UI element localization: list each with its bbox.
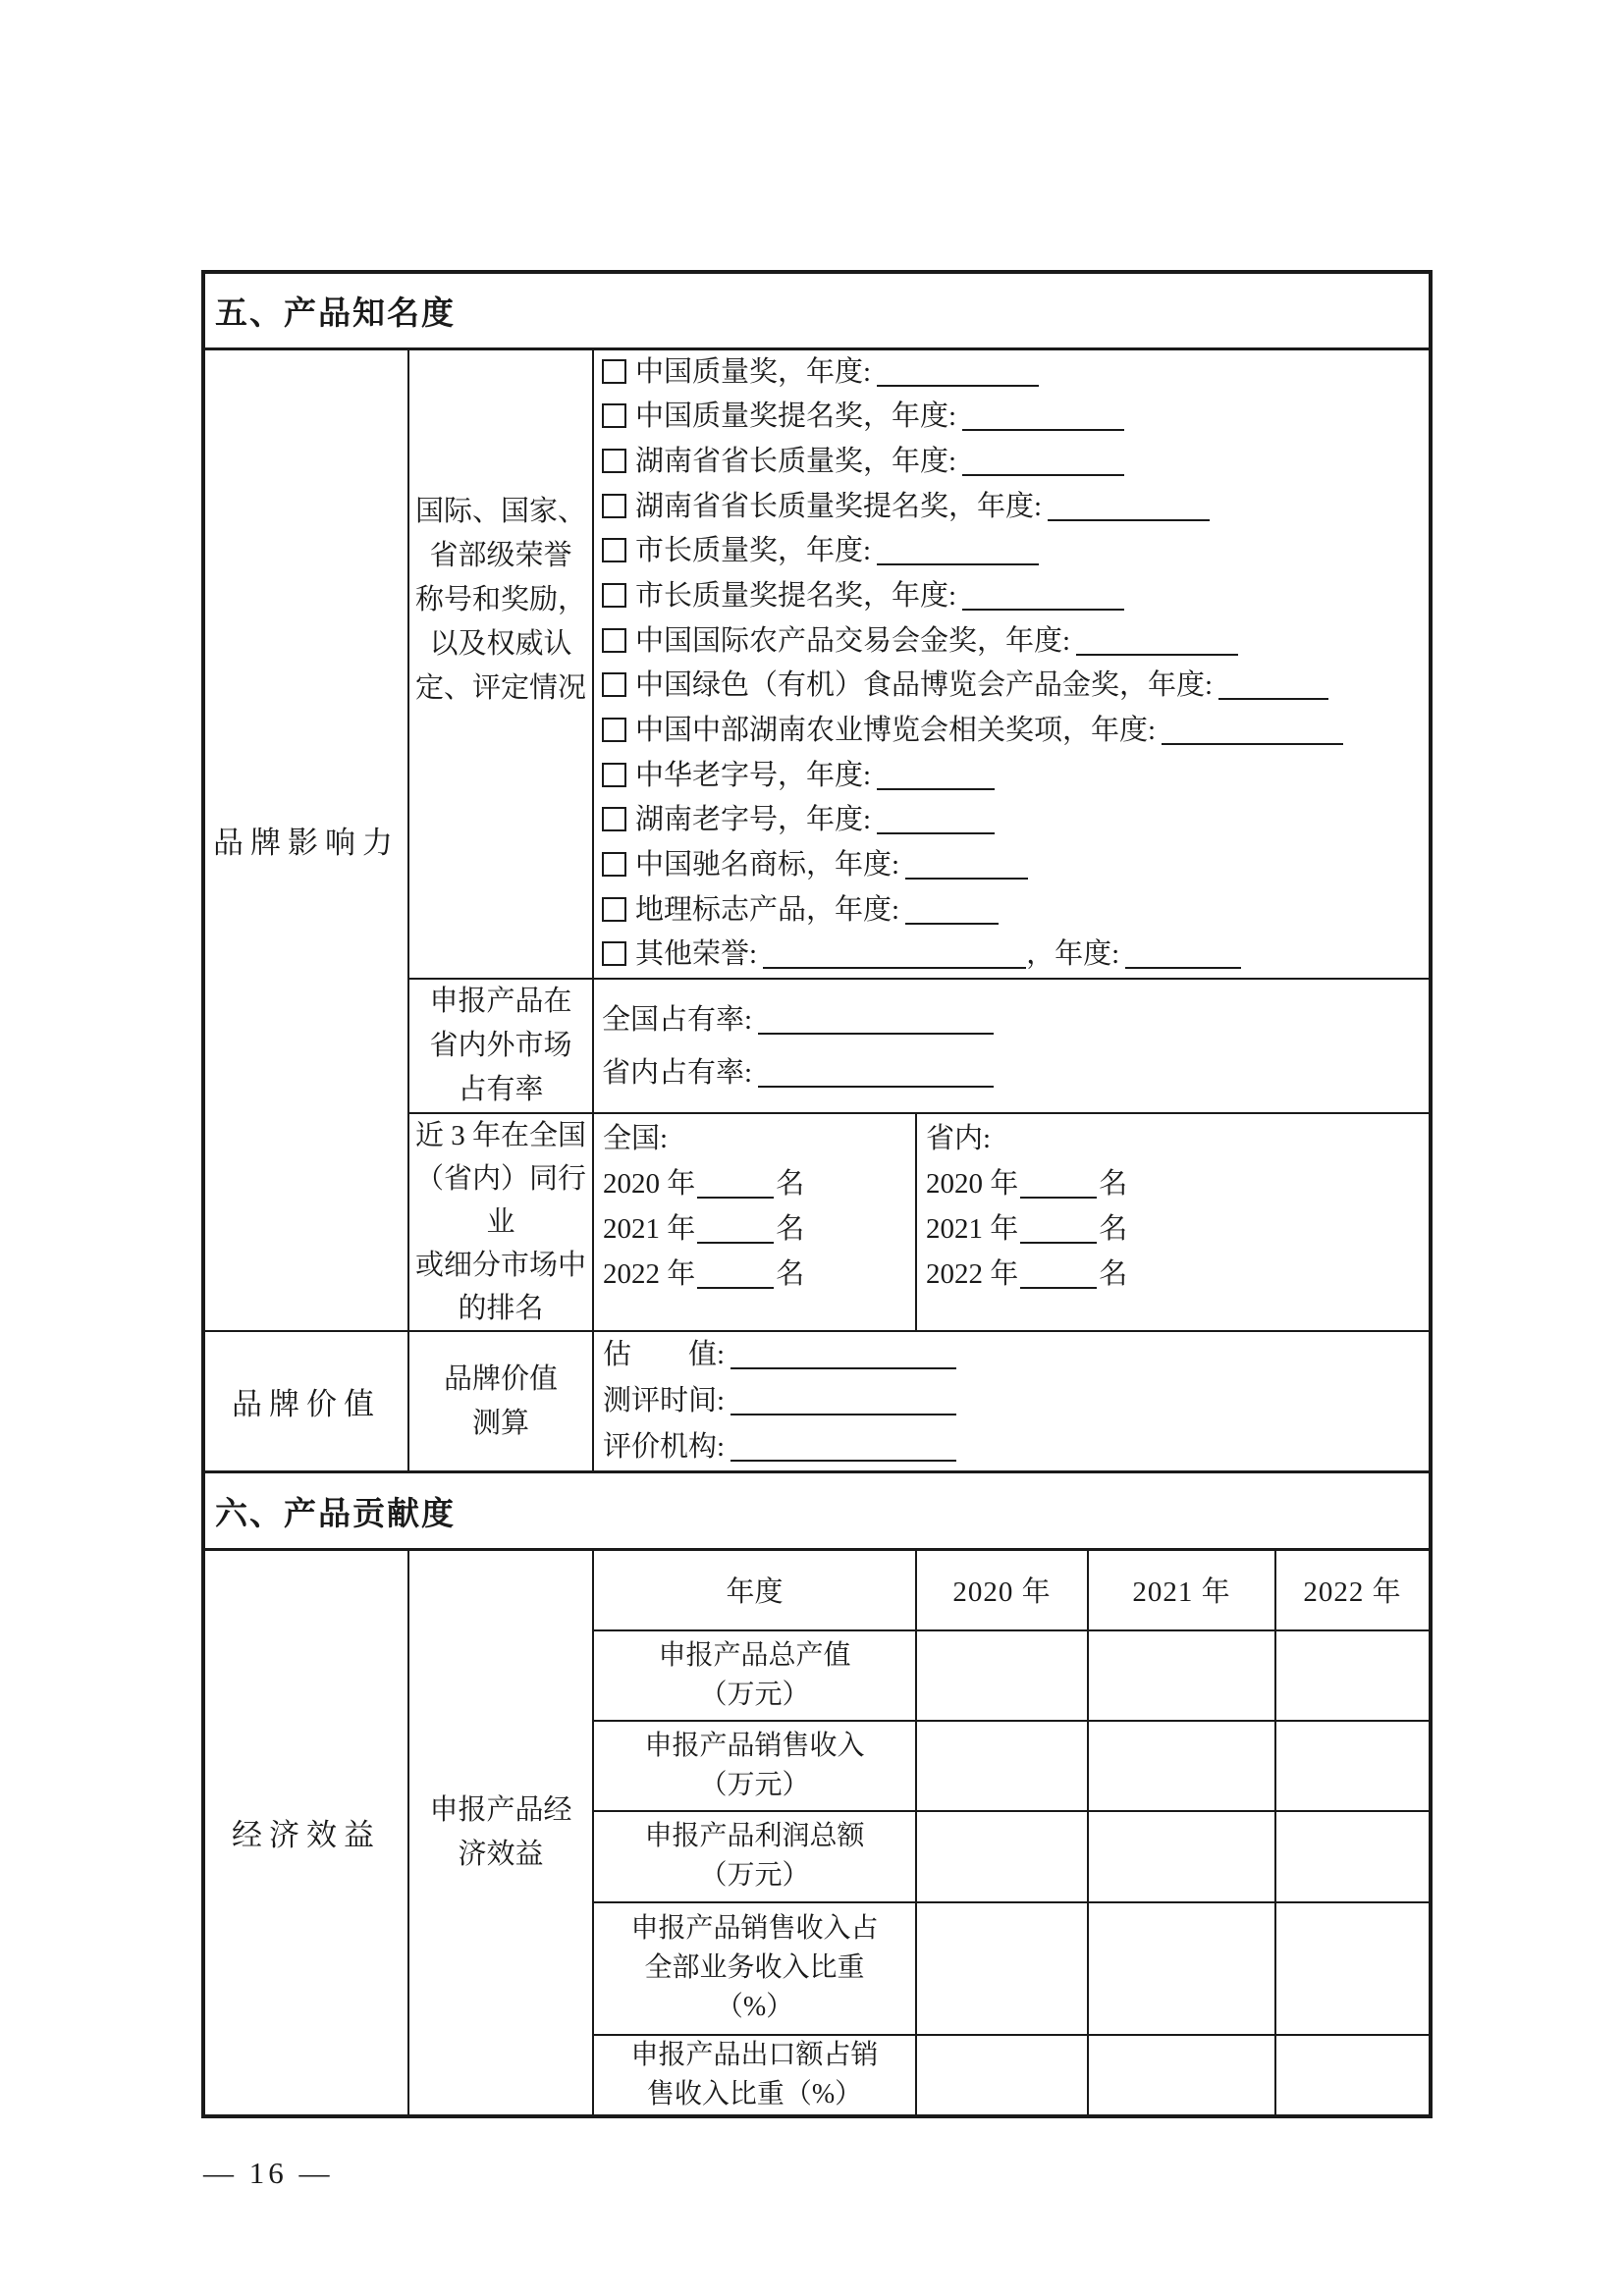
honor-item: 市长质量奖提名奖，年度: [602, 574, 1429, 619]
rank-blank[interactable] [1020, 1171, 1097, 1199]
provincial-share-blank[interactable] [758, 1060, 994, 1088]
checkbox-icon[interactable] [602, 763, 626, 787]
checkbox-icon[interactable] [602, 449, 626, 473]
value-cell[interactable] [1275, 1902, 1431, 2035]
honor-label: 中国国际农产品交易会金奖 [635, 624, 978, 657]
honor-item: 中国驰名商标，年度: [602, 843, 1429, 888]
honors-checklist [593, 348, 1431, 979]
page-number: — 16 — [203, 2156, 334, 2190]
row-label-economic-benefit: 经济效益 [203, 1550, 408, 2116]
rank-blank[interactable] [697, 1216, 774, 1244]
rank-blank[interactable] [1020, 1216, 1097, 1244]
honor-item-other: 其他荣誉: ，年度: [602, 933, 1429, 978]
honor-item: 湖南省省长质量奖提名奖，年度: [602, 485, 1429, 530]
year-blank[interactable] [1125, 941, 1241, 969]
year-2020-header: 2020 年 [916, 1550, 1088, 1630]
honor-label: 中国质量奖提名奖 [635, 400, 864, 433]
value-cell[interactable] [1275, 1630, 1431, 1721]
other-honor-label: 其他荣誉: [635, 938, 758, 971]
year-2022-header: 2022 年 [1275, 1550, 1431, 1630]
year-blank[interactable] [877, 538, 1039, 565]
honor-item: 市长质量奖，年度: [602, 529, 1429, 574]
honor-label: 市长质量奖 [635, 535, 779, 567]
honor-item: 中国绿色（有机）食品博览会产品金奖，年度: [602, 664, 1429, 709]
year-blank[interactable] [1162, 718, 1343, 745]
value-cell[interactable] [1275, 1811, 1431, 1902]
evaluation-agency-blank[interactable] [730, 1434, 956, 1462]
section6-title: 六、产品贡献度 [203, 1472, 1431, 1550]
metric-total-profit-label: 申报产品利润总额 （万元） [593, 1811, 916, 1902]
checkbox-icon[interactable] [602, 359, 626, 384]
market-share-label: 申报产品在 省内外市场 占有率 [408, 979, 593, 1113]
year-blank[interactable] [962, 449, 1124, 476]
honors-category-label-lines: 国际、国家、 省部级荣誉 称号和奖励， 以及权威认 定、评定情况 [414, 495, 586, 704]
value-cell[interactable] [1275, 1721, 1431, 1811]
honor-item: 中国质量奖，年度: [602, 350, 1429, 396]
honor-item: 地理标志产品，年度: [602, 888, 1429, 934]
honor-label: 中华老字号 [635, 759, 779, 791]
value-cell[interactable] [1088, 1721, 1275, 1811]
checkbox-icon[interactable] [602, 583, 626, 608]
value-cell[interactable] [916, 1721, 1088, 1811]
value-cell[interactable] [1088, 2035, 1275, 2116]
metric-revenue-share-label: 申报产品销售收入占 全部业务收入比重 （%） [593, 1902, 916, 2035]
year-blank[interactable] [877, 763, 995, 790]
year-blank[interactable] [877, 359, 1039, 387]
value-cell[interactable] [916, 1902, 1088, 2035]
estimated-value-label: 估 值: [603, 1339, 726, 1371]
honor-label: 地理标志产品 [635, 893, 807, 926]
year-blank[interactable] [905, 897, 999, 925]
year-blank[interactable] [905, 852, 1028, 880]
value-cell[interactable] [1088, 1902, 1275, 2035]
honor-item: 中国国际农产品交易会金奖，年度: [602, 619, 1429, 665]
year-blank[interactable] [962, 403, 1124, 431]
honor-label: 中国驰名商标 [635, 849, 807, 881]
section5-title: 五、产品知名度 [203, 272, 1431, 348]
honors-category-label [408, 348, 593, 979]
year-blank[interactable] [962, 583, 1124, 611]
checkbox-icon[interactable] [602, 941, 626, 966]
rank-blank[interactable] [697, 1261, 774, 1289]
year-blank[interactable] [1218, 672, 1328, 700]
honor-label: 湖南省省长质量奖提名奖 [635, 490, 949, 522]
honor-item: 中国中部湖南农业博览会相关奖项，年度: [602, 709, 1429, 754]
checkbox-icon[interactable] [602, 852, 626, 877]
value-cell[interactable] [1088, 1811, 1275, 1902]
checkbox-icon[interactable] [602, 494, 626, 518]
checkbox-icon[interactable] [602, 672, 626, 697]
rank-blank[interactable] [697, 1171, 774, 1199]
honor-label: 中国绿色（有机）食品博览会产品金奖 [635, 669, 1120, 702]
brand-value-fields [593, 1331, 1431, 1472]
market-share-fields [593, 979, 1431, 1113]
ranking-provincial-title: 省内: [926, 1123, 992, 1155]
metric-export-share-label: 申报产品出口额占销 售收入比重（%） [593, 2035, 916, 2116]
rank-blank[interactable] [1020, 1261, 1097, 1289]
year-blank[interactable] [1076, 628, 1238, 656]
honor-label: 中国质量奖 [635, 355, 779, 388]
row-label-brand-value: 品牌价值 [203, 1331, 408, 1472]
checkbox-icon[interactable] [602, 628, 626, 653]
economic-sub-label: 申报产品经 济效益 [408, 1550, 593, 2116]
year-blank[interactable] [877, 807, 995, 834]
year-2021-header: 2021 年 [1088, 1550, 1275, 1630]
value-cell[interactable] [1088, 1630, 1275, 1721]
checkbox-icon[interactable] [602, 538, 626, 562]
estimated-value-blank[interactable] [730, 1342, 956, 1369]
other-honor-blank[interactable] [763, 941, 1026, 969]
honor-label: 市长质量奖提名奖 [635, 579, 864, 612]
honor-label: 湖南省省长质量奖 [635, 445, 864, 477]
value-cell[interactable] [916, 2035, 1088, 2116]
checkbox-icon[interactable] [602, 403, 626, 428]
honor-label: 中国中部湖南农业博览会相关奖项 [635, 715, 1063, 746]
value-cell[interactable] [916, 1630, 1088, 1721]
ranking-national-title: 全国: [603, 1123, 669, 1155]
honor-item: 湖南老字号，年度: [602, 798, 1429, 843]
ranking-national: 全国: 2020 年 名 2021 年 名 2022 年 名 [593, 1113, 916, 1331]
value-cell[interactable] [1275, 2035, 1431, 2116]
metric-total-output-label: 申报产品总产值 （万元） [593, 1630, 916, 1721]
evaluation-time-label: 测评时间: [603, 1385, 726, 1417]
honor-label: 湖南老字号 [635, 804, 779, 836]
provincial-share-label: 省内占有率: [602, 1056, 753, 1089]
year-column-header: 年度 [593, 1550, 916, 1630]
ranking-label: 近 3 年在全国 （省内）同行业 或细分市场中 的排名 [408, 1113, 593, 1331]
honor-item: 湖南省省长质量奖，年度: [602, 440, 1429, 485]
honor-item: 中华老字号，年度: [602, 754, 1429, 799]
value-cell[interactable] [916, 1811, 1088, 1902]
honor-item: 中国质量奖提名奖，年度: [602, 395, 1429, 440]
national-share-blank[interactable] [758, 1007, 994, 1035]
checkbox-icon[interactable] [602, 718, 626, 742]
checkbox-icon[interactable] [602, 807, 626, 831]
checkbox-icon[interactable] [602, 897, 626, 922]
ranking-provincial: 省内: 2020 年 名 2021 年 名 2022 年 名 [916, 1113, 1431, 1331]
brand-value-method-label: 品牌价值 测算 [408, 1331, 593, 1472]
evaluation-time-blank[interactable] [730, 1388, 956, 1415]
row-label-brand-influence: 品牌影响力 [203, 348, 408, 1331]
year-blank[interactable] [1048, 494, 1210, 521]
application-form-table [201, 270, 1433, 2118]
metric-sales-revenue-label: 申报产品销售收入 （万元） [593, 1721, 916, 1811]
evaluation-agency-label: 评价机构: [603, 1431, 726, 1464]
national-share-label: 全国占有率: [602, 1003, 753, 1036]
